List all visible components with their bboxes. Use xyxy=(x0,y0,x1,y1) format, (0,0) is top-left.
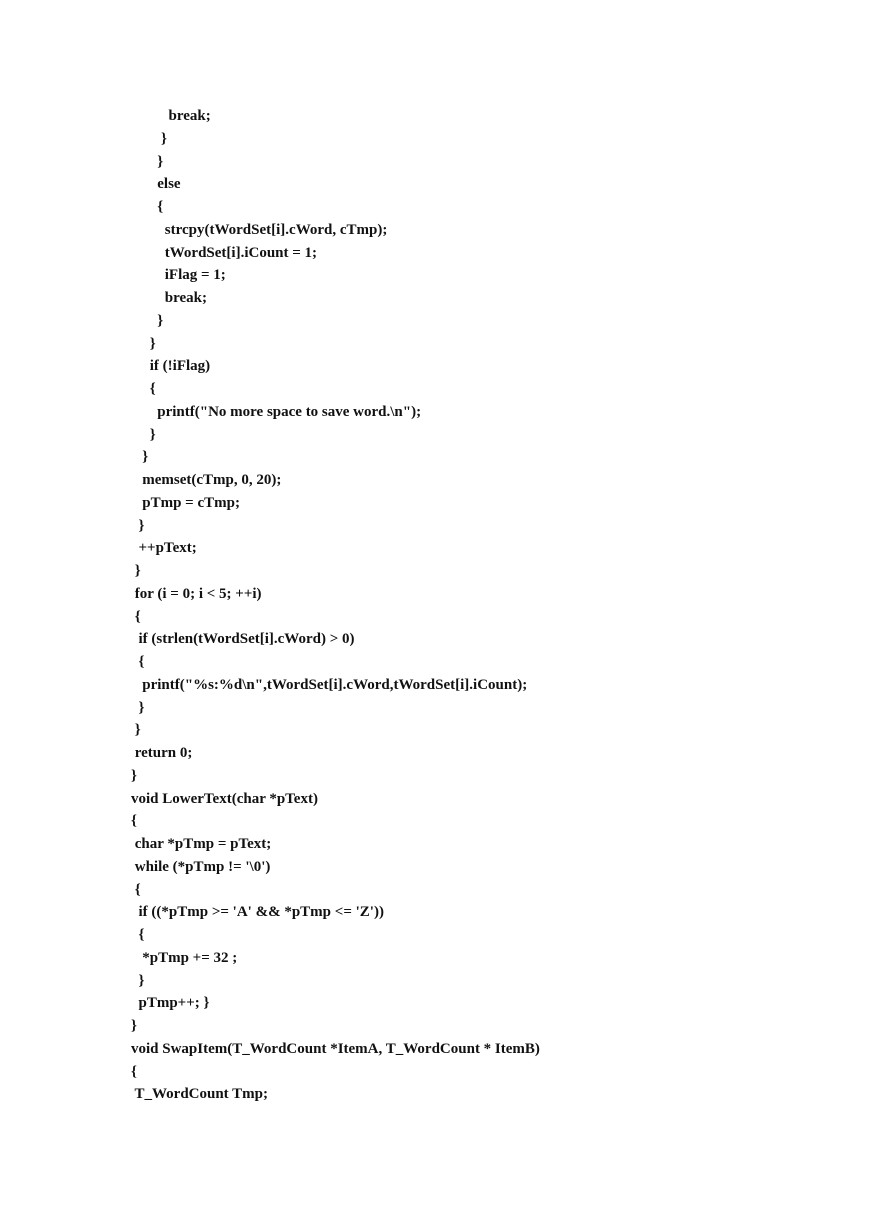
code-line: { xyxy=(131,881,141,898)
code-line: } xyxy=(131,335,156,352)
code-line: { xyxy=(131,1063,137,1080)
code-line: void LowerText(char *pText) xyxy=(131,790,318,807)
code-line: } xyxy=(131,312,164,329)
code-line: } xyxy=(131,426,156,443)
code-line: } xyxy=(131,972,145,989)
code-line: iFlag = 1; xyxy=(131,267,226,284)
code-line: char *pTmp = pText; xyxy=(131,836,272,852)
code-line: } xyxy=(131,153,164,170)
code-line: memset(cTmp, 0, 20); xyxy=(131,472,282,488)
code-line: break; xyxy=(131,108,211,124)
code-line: pTmp = cTmp; xyxy=(131,494,240,511)
code-line: } xyxy=(131,130,167,147)
code-line: pTmp++; } xyxy=(131,995,210,1012)
code-line: { xyxy=(131,813,137,830)
code-line: if (!iFlag) xyxy=(131,358,211,375)
code-line: } xyxy=(131,699,145,716)
code-line: } xyxy=(131,767,137,784)
code-line: strcpy(tWordSet[i].cWord, cTmp); xyxy=(131,221,388,238)
code-line: void SwapItem(T_WordCount *ItemA, T_WordCount * ItemB) xyxy=(131,1040,540,1057)
code-line: } xyxy=(131,563,141,579)
code-line: *pTmp += 32 ; xyxy=(131,949,238,966)
code-line: if (strlen(tWordSet[i].cWord) > 0) xyxy=(131,631,355,648)
code-line: printf("No more space to save word.\n"); xyxy=(131,403,422,420)
code-line: return 0; xyxy=(131,745,193,761)
code-line: printf("%s:%d\n",tWordSet[i].cWord,tWordSet[i].iCount); xyxy=(131,676,528,693)
code-listing xyxy=(131,105,540,1106)
code-line: { xyxy=(131,199,164,215)
code-line: if ((*pTmp >= 'A' && *pTmp <= 'Z')) xyxy=(131,904,384,921)
code-line: } xyxy=(131,722,141,739)
code-line: } xyxy=(131,517,145,534)
code-line: T_WordCount Tmp; xyxy=(131,1086,268,1103)
code-line: } xyxy=(131,1018,137,1034)
code-line: ++pText; xyxy=(131,540,197,557)
code-line: { xyxy=(131,654,145,670)
code-line: } xyxy=(131,449,149,466)
code-line: break; xyxy=(131,290,207,306)
code-line: tWordSet[i].iCount = 1; xyxy=(131,244,318,261)
code-line: while (*pTmp != '\0') xyxy=(131,858,271,875)
code-line: { xyxy=(131,927,145,943)
code-line: { xyxy=(131,381,156,397)
code-line: { xyxy=(131,608,141,625)
code-line: else xyxy=(131,176,181,193)
code-line: for (i = 0; i < 5; ++i) xyxy=(131,585,262,602)
